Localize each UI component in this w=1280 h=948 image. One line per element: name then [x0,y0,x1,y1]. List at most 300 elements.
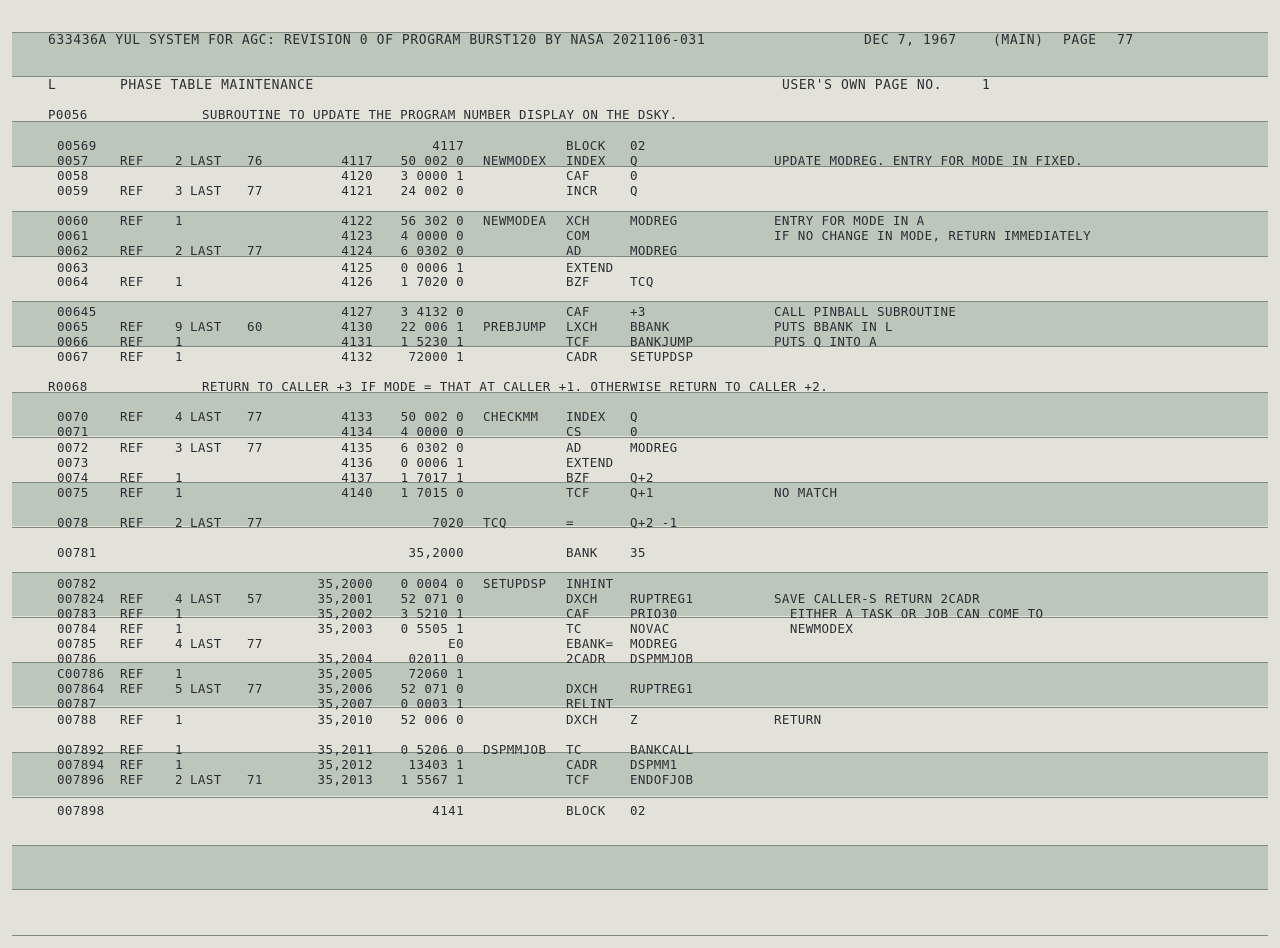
ruled-line [12,211,1268,212]
code-line-row [0,591,1280,606]
octal-word: 56 302 0 [400,213,464,228]
code-line-row [0,334,1280,349]
line-number: 0072 [57,440,89,455]
comment-heading-row [0,107,1280,122]
operand: 35 [630,545,646,560]
code-line-row [0,228,1280,243]
line-number: 007896 [57,772,105,787]
ref-count: 3 [175,183,183,198]
address: 35,2007 [317,696,373,711]
ref-marker: REF [120,183,144,198]
last-page: 77 [247,636,263,651]
opcode: CADR [566,349,598,364]
line-number: 00645 [57,304,97,319]
code-line-row [0,712,1280,727]
operand: PRIO30 [630,606,678,621]
comment: PUTS BBANK IN L [774,319,893,334]
opcode: LXCH [566,319,598,334]
line-number: 0063 [57,260,89,275]
last-page: 77 [247,440,263,455]
comment: NO MATCH [774,485,838,500]
last-marker: LAST [190,636,222,651]
line-number: 00781 [57,545,97,560]
ref-count: 3 [175,440,183,455]
address: 4131 [341,334,373,349]
octal-word: E0 [448,636,464,651]
ref-count: 1 [175,485,183,500]
octal-word: 1 5230 1 [400,334,464,349]
octal-word: 3 4132 0 [400,304,464,319]
octal-word: 35,2000 [408,545,464,560]
operand: Q [630,409,638,424]
comment: ENTRY FOR MODE IN A [774,213,925,228]
code-line-row [0,319,1280,334]
ref-count: 1 [175,666,183,681]
symbol-label: PREBJUMP [483,319,547,334]
octal-word: 4 0000 0 [400,424,464,439]
line-number: 0065 [57,319,89,334]
ruled-line [12,889,1268,890]
line-number: 0071 [57,424,89,439]
ref-count: 1 [175,621,183,636]
line-number: 00782 [57,576,97,591]
line-number: 0061 [57,228,89,243]
operand: 0 [630,424,638,439]
octal-word: 50 002 0 [400,409,464,424]
line-number: 0064 [57,274,89,289]
octal-word: 0 5206 0 [400,742,464,757]
code-line-row [0,274,1280,289]
line-number: 00783 [57,606,97,621]
octal-word: 4141 [432,803,464,818]
opcode: BLOCK [566,803,606,818]
last-page: 77 [247,681,263,696]
ref-marker: REF [120,742,144,757]
operand: 02 [630,803,646,818]
address: 4126 [341,274,373,289]
users-page-number: 1 [982,78,991,93]
code-line-row [0,138,1280,153]
octal-word: 3 0000 1 [400,168,464,183]
address: 4134 [341,424,373,439]
line-number: 0067 [57,349,89,364]
address: 35,2012 [317,757,373,772]
code-line-row [0,666,1280,681]
last-marker: LAST [190,440,222,455]
ref-count: 2 [175,772,183,787]
operand: DSPMMJOB [630,651,694,666]
octal-word: 0 0006 1 [400,455,464,470]
ref-marker: REF [120,485,144,500]
octal-word: 72000 1 [408,349,464,364]
line-number: 0057 [57,153,89,168]
code-line-row [0,621,1280,636]
address: 35,2010 [317,712,373,727]
octal-word: 6 0302 0 [400,243,464,258]
comment: PUTS Q INTO A [774,334,878,349]
code-line-row [0,772,1280,787]
octal-word: 02011 0 [408,651,464,666]
line-number: P0056 [48,107,88,122]
operand: Q [630,153,638,168]
ref-marker: REF [120,274,144,289]
code-line-row [0,409,1280,424]
code-line-row [0,742,1280,757]
ref-count: 4 [175,591,183,606]
ref-marker: REF [120,712,144,727]
ref-marker: REF [120,349,144,364]
last-page: 77 [247,409,263,424]
octal-word: 4 0000 0 [400,228,464,243]
operand: BANKJUMP [630,334,694,349]
last-page: 57 [247,591,263,606]
opcode: BZF [566,274,590,289]
line-number: R0068 [48,379,88,394]
ref-count: 9 [175,319,183,334]
opcode: COM [566,228,590,243]
operand: BANKCALL [630,742,694,757]
ref-count: 5 [175,681,183,696]
opcode: INCR [566,183,598,198]
operand: Q+2 -1 [630,515,678,530]
greenbar-band [12,845,1268,889]
opcode: CAF [566,168,590,183]
octal-word: 24 002 0 [400,183,464,198]
address: 35,2003 [317,621,373,636]
ref-marker: REF [120,681,144,696]
ref-marker: REF [120,757,144,772]
last-marker: LAST [190,319,222,334]
operand: RUPTREG1 [630,591,694,606]
ref-marker: REF [120,213,144,228]
operand: MODREG [630,636,678,651]
line-number: 007898 [57,803,105,818]
octal-word: 6 0302 0 [400,440,464,455]
octal-word: 50 002 0 [400,153,464,168]
octal-word: 1 7015 0 [400,485,464,500]
opcode: DXCH [566,712,598,727]
ref-count: 2 [175,153,183,168]
symbol-label: TCQ [483,515,507,530]
code-line-row [0,455,1280,470]
line-number: 00784 [57,621,97,636]
address: 4136 [341,455,373,470]
address: 4127 [341,304,373,319]
ref-marker: REF [120,591,144,606]
header-page-number: 77 [1117,33,1134,48]
opcode: BLOCK [566,138,606,153]
ref-count: 1 [175,470,183,485]
octal-word: 52 006 0 [400,712,464,727]
code-line-row [0,803,1280,818]
ref-marker: REF [120,243,144,258]
listing-subheader [0,78,1280,93]
opcode: BANK [566,545,598,560]
octal-word: 72060 1 [408,666,464,681]
ref-marker: REF [120,334,144,349]
line-number: 0070 [57,409,89,424]
ref-count: 1 [175,213,183,228]
octal-word: 1 7020 0 [400,274,464,289]
ref-marker: REF [120,606,144,621]
octal-word: 7020 [432,515,464,530]
code-line-row [0,636,1280,651]
line-number: 00786 [57,651,97,666]
opcode: DXCH [566,591,598,606]
octal-word: 0 5505 1 [400,621,464,636]
opcode: 2CADR [566,651,606,666]
address: 4117 [341,153,373,168]
address: 4137 [341,470,373,485]
symbol-label: NEWMODEA [483,213,547,228]
line-number: 00787 [57,696,97,711]
opcode: DXCH [566,681,598,696]
comment: UPDATE MODREG. ENTRY FOR MODE IN FIXED. [774,153,1084,168]
address: 35,2006 [317,681,373,696]
operand: NOVAC [630,621,670,636]
line-number: 0074 [57,470,89,485]
ref-marker: REF [120,319,144,334]
last-marker: LAST [190,772,222,787]
opcode: RELINT [566,696,614,711]
operand: Q+2 [630,470,654,485]
ref-count: 2 [175,243,183,258]
comment-heading-row [0,379,1280,394]
code-line-row [0,153,1280,168]
octal-word: 1 5567 1 [400,772,464,787]
header-section: (MAIN) [993,33,1044,48]
ref-count: 1 [175,274,183,289]
comment: EITHER A TASK OR JOB CAN COME TO [774,606,1044,621]
line-number: 007864 [57,681,105,696]
ruled-line [12,76,1268,77]
address: 4121 [341,183,373,198]
address: 4125 [341,260,373,275]
octal-word: 52 071 0 [400,681,464,696]
last-page: 77 [247,515,263,530]
ref-count: 1 [175,757,183,772]
ref-marker: REF [120,621,144,636]
opcode: TCF [566,485,590,500]
address: 4135 [341,440,373,455]
code-line-row [0,304,1280,319]
line-number: 0066 [57,334,89,349]
operand: BBANK [630,319,670,334]
address: 35,2005 [317,666,373,681]
last-marker: LAST [190,153,222,168]
ref-count: 1 [175,606,183,621]
opcode: INDEX [566,153,606,168]
opcode: TCF [566,772,590,787]
address: 35,2013 [317,772,373,787]
line-number: 00569 [57,138,97,153]
ref-count: 1 [175,742,183,757]
code-line-row [0,576,1280,591]
code-line-row [0,168,1280,183]
address: 4140 [341,485,373,500]
last-page: 77 [247,183,263,198]
code-line-row [0,260,1280,275]
opcode: CAF [566,304,590,319]
octal-word: 0 0003 1 [400,696,464,711]
code-line-row [0,349,1280,364]
line-number: 0078 [57,515,89,530]
ref-count: 1 [175,334,183,349]
octal-word: 3 5210 1 [400,606,464,621]
operand: MODREG [630,243,678,258]
address: 35,2011 [317,742,373,757]
code-line-row [0,651,1280,666]
symbol-label: CHECKMM [483,409,539,424]
ruled-line [12,935,1268,936]
ref-count: 2 [175,515,183,530]
opcode: CS [566,424,582,439]
ruled-line [12,301,1268,302]
code-line-row [0,606,1280,621]
ref-marker: REF [120,772,144,787]
heading-text: SUBROUTINE TO UPDATE THE PROGRAM NUMBER DISPLAY ON THE DSKY. [202,107,678,122]
operand: Z [630,712,638,727]
code-line-row [0,243,1280,258]
opcode: AD [566,440,582,455]
octal-word: 1 7017 1 [400,470,464,485]
line-number: 0059 [57,183,89,198]
address: 4132 [341,349,373,364]
ref-marker: REF [120,409,144,424]
opcode: EBANK= [566,636,614,651]
last-marker: LAST [190,183,222,198]
line-number: C00786 [57,666,105,681]
code-line-row [0,545,1280,560]
ref-marker: REF [120,666,144,681]
code-line-row [0,515,1280,530]
line-number: 007892 [57,742,105,757]
line-number: 0075 [57,485,89,500]
code-line-row [0,696,1280,711]
ref-count: 1 [175,712,183,727]
address: 4120 [341,168,373,183]
ref-marker: REF [120,153,144,168]
code-line-row [0,213,1280,228]
symbol-label: DSPMMJOB [483,742,547,757]
symbol-label: NEWMODEX [483,153,547,168]
opcode: TC [566,742,582,757]
opcode: = [566,515,574,530]
address: 4133 [341,409,373,424]
operand: +3 [630,304,646,319]
octal-word: 22 006 1 [400,319,464,334]
last-page: 76 [247,153,263,168]
code-line-row [0,485,1280,500]
octal-word: 0 0006 1 [400,260,464,275]
last-page: 77 [247,243,263,258]
code-line-row [0,470,1280,485]
ref-marker: REF [120,515,144,530]
operand: MODREG [630,213,678,228]
opcode: INHINT [566,576,614,591]
comment: SAVE CALLER-S RETURN 2CADR [774,591,981,606]
comment: CALL PINBALL SUBROUTINE [774,304,957,319]
ref-count: 1 [175,349,183,364]
opcode: CAF [566,606,590,621]
operand: TCQ [630,274,654,289]
last-marker: LAST [190,681,222,696]
operand: RUPTREG1 [630,681,694,696]
address: 35,2000 [317,576,373,591]
line-number: 0062 [57,243,89,258]
operand: MODREG [630,440,678,455]
symbol-label: SETUPDSP [483,576,547,591]
ruled-line [12,845,1268,846]
line-number: 0073 [57,455,89,470]
subheader-title: PHASE TABLE MAINTENANCE [120,78,314,93]
code-line-row [0,440,1280,455]
code-line-row [0,183,1280,198]
ref-count: 4 [175,636,183,651]
operand: SETUPDSP [630,349,694,364]
line-number: 00788 [57,712,97,727]
header-date: DEC 7, 1967 [864,33,957,48]
address: 4124 [341,243,373,258]
operand: 0 [630,168,638,183]
octal-word: 4117 [432,138,464,153]
line-number: 007894 [57,757,105,772]
octal-word: 0 0004 0 [400,576,464,591]
comment: NEWMODEX [774,621,854,636]
ref-marker: REF [120,440,144,455]
code-line-row [0,757,1280,772]
opcode: TCF [566,334,590,349]
last-marker: LAST [190,409,222,424]
last-page: 60 [247,319,263,334]
last-marker: LAST [190,243,222,258]
line-number: 0058 [57,168,89,183]
octal-word: 52 071 0 [400,591,464,606]
last-marker: LAST [190,515,222,530]
comment: RETURN [774,712,822,727]
operand: ENDOFJOB [630,772,694,787]
ruled-line [12,572,1268,573]
address: 35,2002 [317,606,373,621]
operand: 02 [630,138,646,153]
last-page: 71 [247,772,263,787]
opcode: EXTEND [566,455,614,470]
opcode: BZF [566,470,590,485]
address: 4130 [341,319,373,334]
line-number: 007824 [57,591,105,606]
ref-marker: REF [120,470,144,485]
address: 4122 [341,213,373,228]
opcode: TC [566,621,582,636]
octal-word: 13403 1 [408,757,464,772]
line-number: 00785 [57,636,97,651]
header-page-label: PAGE [1063,33,1097,48]
code-line-row [0,681,1280,696]
operand: Q+1 [630,485,654,500]
users-page-label: USER'S OWN PAGE NO. [782,78,943,93]
operand: DSPMM1 [630,757,678,772]
opcode: EXTEND [566,260,614,275]
listing-header [0,33,1280,48]
header-ident: 633436A YUL SYSTEM FOR AGC: REVISION 0 OF PROGRAM BURST120 BY NASA 2021106-031 [48,33,706,48]
line-number: 0060 [57,213,89,228]
ref-marker: REF [120,636,144,651]
ref-count: 4 [175,409,183,424]
subheader-marker: L [48,78,57,93]
operand: Q [630,183,638,198]
ruled-line [12,797,1268,798]
address: 4123 [341,228,373,243]
